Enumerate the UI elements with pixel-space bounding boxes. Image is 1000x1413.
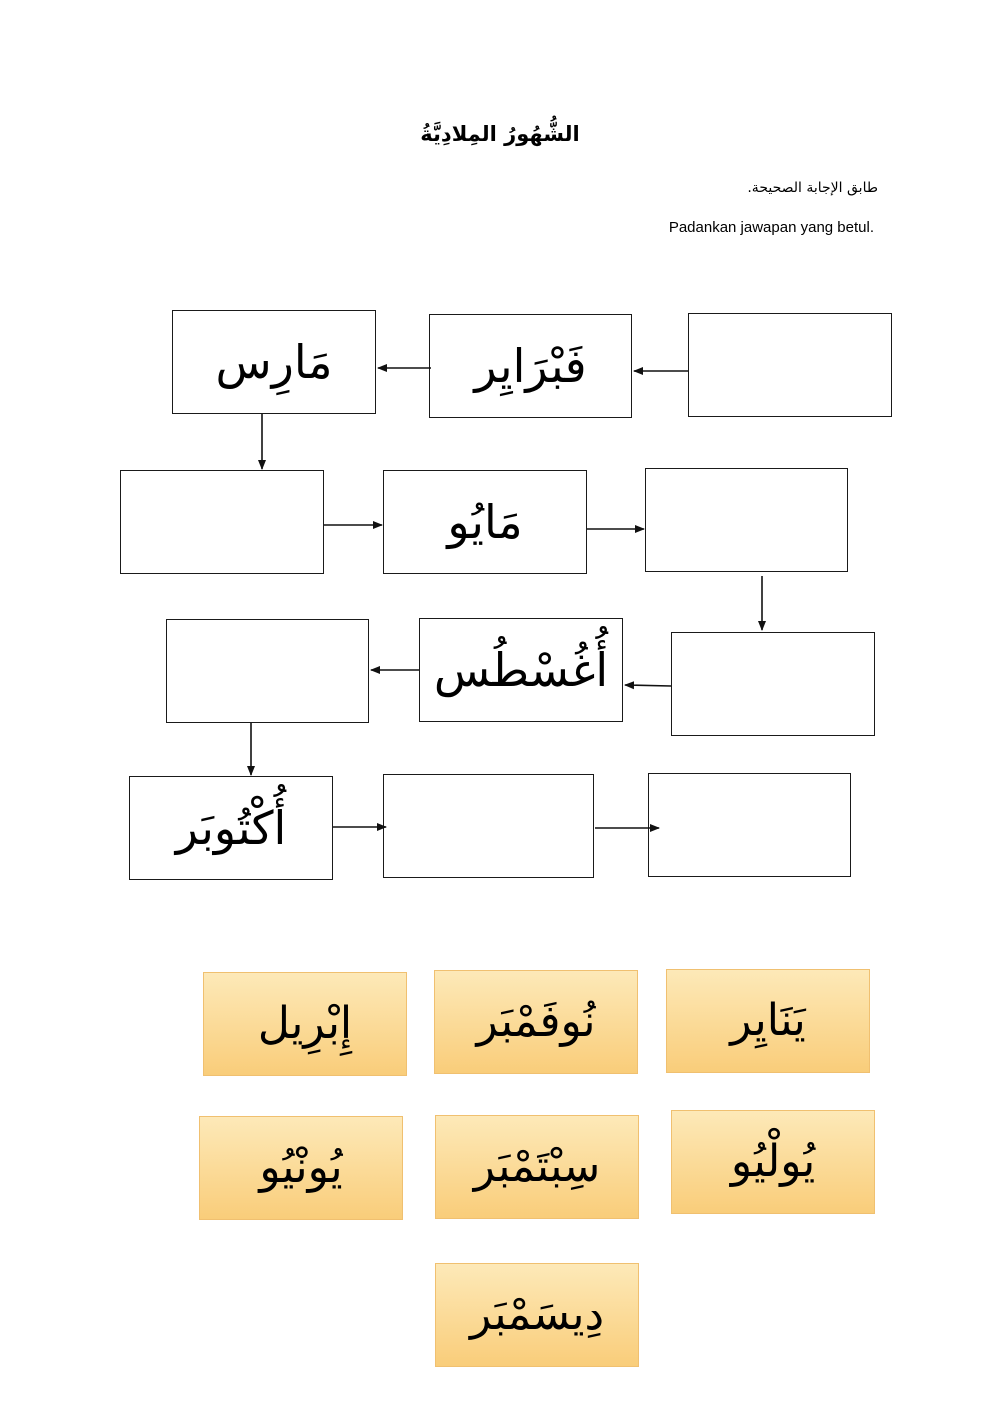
- card-disambar[interactable]: دِيسَمْبَر: [435, 1263, 639, 1367]
- instruction-malay: Padankan jawapan yang betul.: [668, 219, 874, 236]
- worksheet-title: الشُّهُورُ المِلادِيَّةُ: [420, 122, 580, 146]
- card-sibtambar[interactable]: سِبْتَمْبَر: [435, 1115, 639, 1219]
- box-row4-middle[interactable]: [383, 774, 594, 878]
- box-row2-right[interactable]: [645, 468, 848, 572]
- box-row4-right[interactable]: [648, 773, 851, 877]
- box-row1-right[interactable]: [688, 313, 892, 417]
- card-yanayir[interactable]: يَنَايِر: [666, 969, 870, 1073]
- card-nufambar[interactable]: نُوفَمْبَر: [434, 970, 638, 1074]
- card-yuniyu[interactable]: يُونْيُو: [199, 1116, 403, 1220]
- instruction-arabic: طابق الإجابة الصحيحة.: [747, 180, 878, 196]
- card-ibril[interactable]: إِبْرِيل: [203, 972, 407, 1076]
- card-yuliyu[interactable]: يُولْيُو: [671, 1110, 875, 1214]
- box-row2-left[interactable]: [120, 470, 324, 574]
- box-row3-right[interactable]: [671, 632, 875, 736]
- arrow-row3-right-to-middle: [625, 685, 671, 686]
- box-row1-middle[interactable]: فَبْرَايِر: [429, 314, 632, 418]
- box-row2-middle[interactable]: مَايُو: [383, 470, 587, 574]
- box-row1-left[interactable]: مَارِس: [172, 310, 376, 414]
- box-row4-left[interactable]: أُكْتُوبَر: [129, 776, 333, 880]
- box-row3-left[interactable]: [166, 619, 369, 723]
- box-row3-middle[interactable]: أُغُسْطُس: [419, 618, 623, 722]
